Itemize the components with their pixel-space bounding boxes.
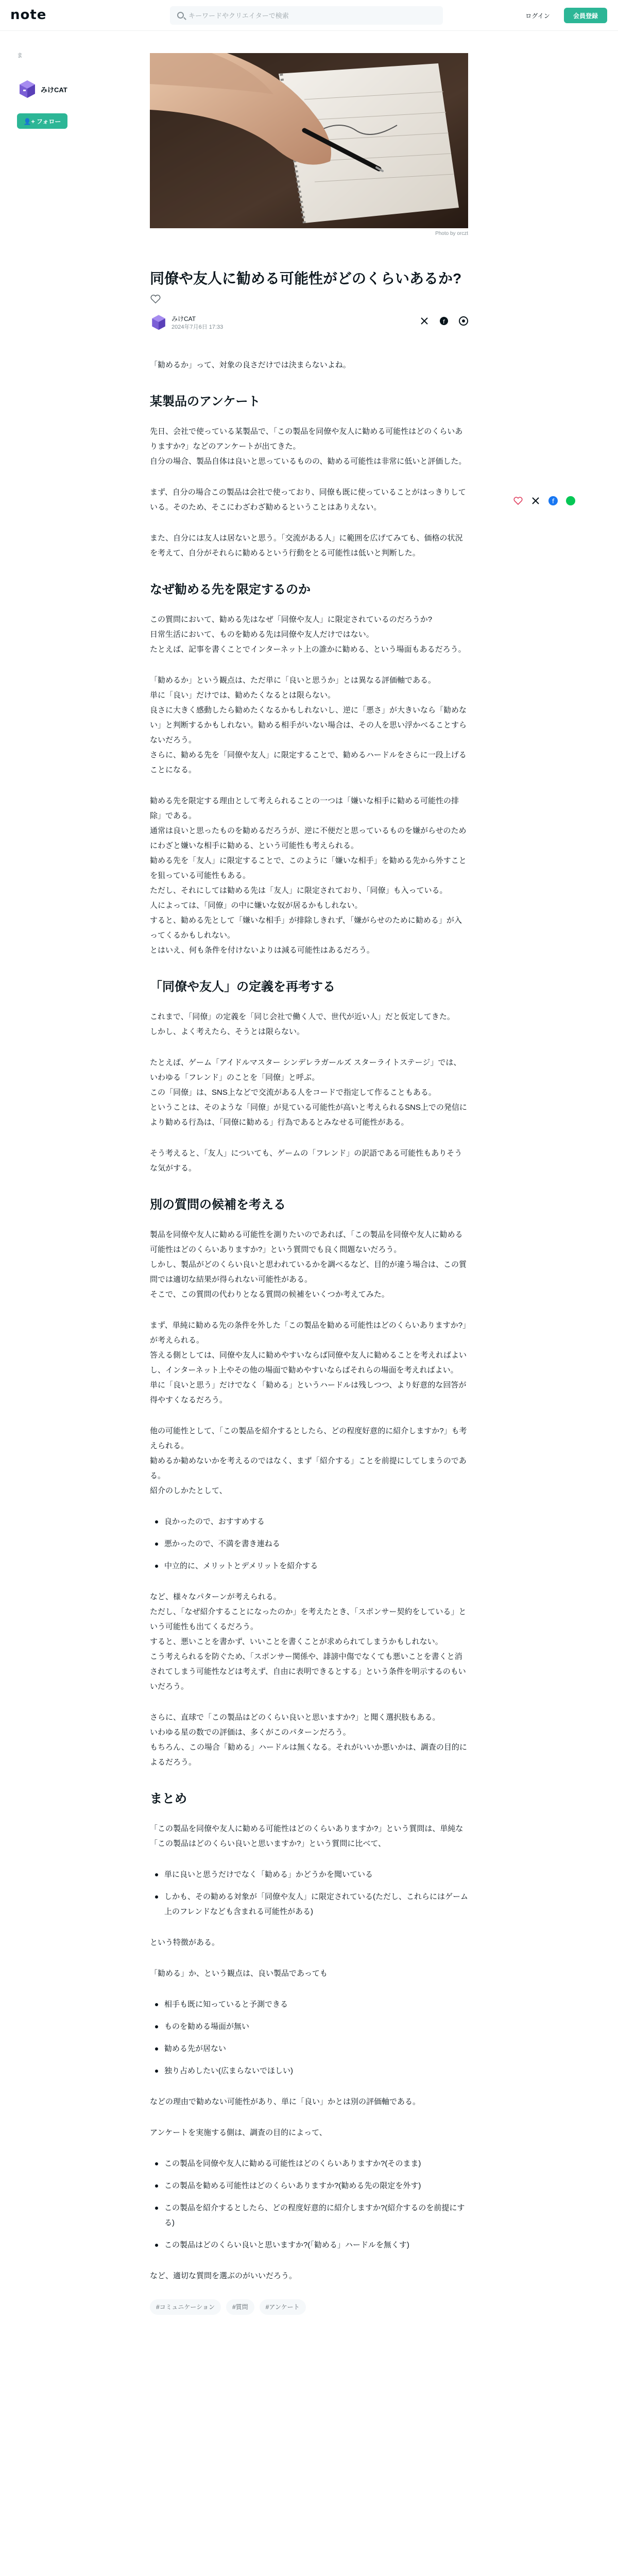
section-heading: まとめ — [150, 1792, 187, 1806]
author-row — [150, 311, 468, 334]
svg-text:f: f — [552, 498, 555, 505]
list-item: 中立的に、メリットとデメリットを紹介する — [150, 1558, 468, 1573]
list-item: 勧める先が居ない — [150, 2041, 468, 2056]
list-item: 悪かったので、不満を書き連ねる — [150, 1536, 468, 1551]
paragraph: という特徴がある。 — [150, 1938, 220, 1947]
paragraph: 製品を同僚や友人に勧める可能性を測りたいのであれば、「この製品を同僚や友人に勧める可能性はどのくらいありますか?」という質問でも良く問題ないだろう。 しかし、製品がどのくらい良いと思われているかを調べるなど、目的が違う場合は、この質問では適切な結果が得られない可能性がある。 そこで、この質問の代わりとなる質問の候補をいくつか考えてみた。 — [150, 1230, 467, 1299]
section-heading: 別の質問の候補を考える — [150, 1198, 286, 1212]
paragraph: さらに、直球で「この製品はどのくらい良いと思いますか?」と聞く選択肢もある。 いわゆる星の数での評価は、多くがこのパターンだろう。 もちろん、この場合「勧める」ハードルは無くなる。それがいいか悪いかは、調査の目的によるだろう。 — [150, 1713, 467, 1767]
author-avatar[interactable] — [150, 313, 167, 331]
line-icon[interactable] — [565, 496, 576, 506]
share-icons — [420, 316, 468, 326]
hashtag-chip[interactable]: #アンケート — [260, 2299, 306, 2315]
list-item: 相手も既に知っていると予測できる — [150, 1997, 468, 2012]
bullet-list — [150, 2156, 468, 2252]
paragraph: アンケートを実施する側は、調査の目的によって、 — [150, 2128, 327, 2137]
heart-icon[interactable] — [513, 496, 523, 506]
magazine-label: ま — [17, 53, 23, 59]
paragraph: まず、自分の場合この製品は会社で使っており、同僚も既に使っていることがはっきりしている。そのため、そこにわざわざ勧めるということはありえない。 — [150, 488, 466, 512]
list-item: 単に良いと思うだけでなく「勧める」かどうかを聞いている — [150, 1867, 468, 1882]
search-bar[interactable] — [170, 6, 443, 25]
list-item: 良かったので、おすすめする — [150, 1514, 468, 1529]
paragraph: など、様々なパターンが考えられる。 ただし、「なぜ紹介することになったのか」を考えたとき、「スポンサー契約をしている」という可能性も出てくるだろう。 すると、悪いことを書かず、いいことを書くことが求められてしまうかもしれない。 こう考えられるを防ぐため、「スポンサー関係や、誹謗中傷でなくても悪いことを書くと消されてしまう可能性などは考えず、自由に表明できるとする」という条件を明示するのもいいだろう。 — [150, 1592, 467, 1691]
list-item: ものを勧める場面が無い — [150, 2019, 468, 2034]
article-title: 同僚や友人に勧める可能性がどのくらいあるか? — [150, 270, 462, 286]
section-heading: 某製品のアンケート — [150, 395, 261, 409]
list-item: この製品を紹介するとしたら、どの程度好意的に紹介しますか?(紹介するのを前提にする) — [150, 2200, 468, 2230]
paragraph: また、自分には友人は居ないと思う。「交流がある人」に範囲を広げてみても、価格の状況を考えて、自分がそれらに勧めるという行動をとる可能性は低いと判断した。 — [150, 534, 463, 557]
creator-name[interactable]: みけCAT — [41, 86, 67, 94]
list-item: この製品はどのくらい良いと思いますか?(「勧める」ハードルを無くす) — [150, 2238, 468, 2252]
bullet-list — [150, 1514, 468, 1573]
note-logo[interactable]: note — [10, 7, 47, 23]
paragraph: 他の可能性として、「この製品を紹介するとしたら、どの程度好意的に紹介しますか?」も考えられる。 勧めるか勧めないかを考えるのではなく、まず「紹介する」ことを前提にしてしまうのである。 紹介のしかたとして、 — [150, 1427, 467, 1495]
author-name[interactable]: みけCAT — [171, 315, 196, 323]
x-share-icon[interactable] — [530, 496, 541, 506]
creator-link[interactable] — [17, 78, 84, 99]
hashtag-chip[interactable]: #コミュニケーション — [150, 2299, 221, 2315]
hero-image — [150, 53, 468, 228]
search-icon — [177, 12, 184, 19]
creator-sidebar — [17, 52, 79, 125]
facebook-icon[interactable] — [548, 496, 558, 506]
list-item: しかも、その勧める対象が「同僚や友人」に限定されている(ただし、これらにはゲーム上のフレンドなども含まれる可能性がある) — [150, 1889, 468, 1919]
signup-button[interactable]: 会員登録 — [564, 8, 607, 23]
follow-button[interactable] — [17, 113, 67, 129]
paragraph: 「勧めるか」という観点は、ただ単に「良いと思うか」とは異なる評価軸である。 単に「良い」だけでは、勧めたくなるとは限らない。 良さに大きく感動したら勧めたくなるかもしれないし、逆に「悪さ」が大きいなら「勧めない」と判断するかもしれない。勧める相手がいない場合は、その人を思い浮かべることすらないだろう。 さらに、勧める先を「同僚や友人」に限定することで、勧めるハードルをさらに一段上げることになる。 — [150, 676, 467, 774]
bullet-list — [150, 1997, 468, 2078]
hashtag-chip[interactable]: #質問 — [226, 2299, 254, 2315]
post-date: 2024年7月6日 17:33 — [171, 324, 224, 330]
paragraph: これまで、「同僚」の定義を「同じ会社で働く人で、世代が近い人」だと仮定してきた。 しかし、よく考えたら、そうとは限らない。 — [150, 1012, 455, 1036]
list-item: この製品を勧める可能性はどのくらいありますか?(勧める先の限定を外す) — [150, 2178, 468, 2193]
x-share-icon[interactable] — [420, 316, 429, 326]
paragraph: たとえば、ゲーム「アイドルマスター シンデレラガールズ スターライトステージ」では、いわゆる「フレンド」のことを「同僚」と呼ぶ。 この「同僚」は、SNS上などで交流がある人をコードで指定して作ることもある。 ということは、そのような「同僚」が見ている可能性が高いと考えられるSNS上での発信により勧める行為は、「同僚に勧める」行為であるとみなせる可能性がある。 — [150, 1058, 467, 1127]
link-icon[interactable] — [459, 316, 468, 326]
list-item: この製品を同僚や友人に勧める可能性はどのくらいありますか?(そのまま) — [150, 2156, 468, 2171]
search-input[interactable] — [188, 6, 436, 25]
header — [0, 0, 618, 31]
tag-list — [150, 2299, 468, 2315]
section-heading: なぜ勧める先を限定するのか — [150, 583, 311, 597]
facebook-icon[interactable] — [439, 316, 449, 326]
floating-actions — [513, 496, 576, 506]
follow-label: フォロー — [36, 117, 61, 125]
list-item: 独り占めしたい(広まらないでほしい) — [150, 2063, 468, 2078]
article-body — [150, 358, 468, 2283]
paragraph: 「この製品を同僚や友人に勧める可能性はどのくらいありますか?」という質問は、単純な「この製品はどのくらい良いと思いますか?」という質問に比べて、 — [150, 1824, 464, 1848]
photo-credit: Photo by orczt — [435, 231, 468, 236]
section-heading: 「同僚や友人」の定義を再考する — [150, 980, 335, 994]
paragraph: この質問において、勧める先はなぜ「同僚や友人」に限定されているのだろうか? 日常生活において、ものを勧める先は同僚や友人だけではない。 たとえば、記事を書くことでインターネット上の誰かに勧める、という場面もあるだろう。 — [150, 615, 466, 654]
paragraph: など、適切な質問を選ぶのがいいだろう。 — [150, 2272, 297, 2280]
paragraph: 「勧めるか」って、対象の良さだけでは決まらないよね。 — [150, 361, 351, 369]
user-plus-icon: 👤+ — [23, 117, 37, 125]
like-icon[interactable] — [150, 295, 161, 304]
paragraph: そう考えると、「友人」についても、ゲームの「フレンド」の訳語である可能性もありそうな気がする。 — [150, 1149, 462, 1173]
paragraph: 「勧める」か、という観点は、良い製品であっても — [150, 1969, 328, 1978]
creator-avatar[interactable] — [17, 78, 38, 99]
paragraph: 勧める先を限定する理由として考えられることの一つは「嫌いな相手に勧める可能性の排除」である。 通常は良いと思ったものを勧めるだろうが、逆に不便だと思っているものを嫌がらせのためにわざと嫌いな相手に勧める、という可能性も考えられる。 勧める先を「友人」に限定することで、このように「嫌いな相手」を勧める先から外すことを狙っている可能性もある。 ただし、それにしては勧める先は「友人」に限定されており、「同僚」も入っている。 人によっては、「同僚」の中に嫌いな奴が居るかもしれない。 すると、勧める先として「嫌いな相手」が排除しきれず、「嫌がらせのために勧める」が入ってくるかもしれない。 とはいえ、何も条件を付けないよりは減る可能性はあるだろう。 — [150, 796, 467, 955]
paragraph: まず、単純に勧める先の条件を外した「この製品を勧める可能性はどのくらいありますか?」が考えられる。 答える側としては、同僚や友人に勧めやすいならば同僚や友人に勧めることを考えればよいし、インターネット上やその他の場面で勧めやすいならばそれらの場面を考えればよい。 単に「良いと思う」だけでなく「勧める」というハードルは残しつつ、より好意的な回答が得やすくなるだろう。 — [150, 1321, 467, 1404]
paragraph: などの理由で勧めない可能性があり、単に「良い」かとは別の評価軸である。 — [150, 2097, 421, 2106]
article — [150, 268, 468, 2315]
bullet-list — [150, 1867, 468, 1919]
login-button[interactable]: ログイン — [518, 8, 558, 23]
svg-text:f: f — [443, 318, 445, 325]
paragraph: 先日、会社で使っている某製品で、「この製品を同僚や友人に勧める可能性はどのくらいありますか?」などのアンケートが出てきた。 自分の場合、製品自体は良いと思っているものの、勧める可能性は非常に低いと評価した。 — [150, 427, 467, 466]
